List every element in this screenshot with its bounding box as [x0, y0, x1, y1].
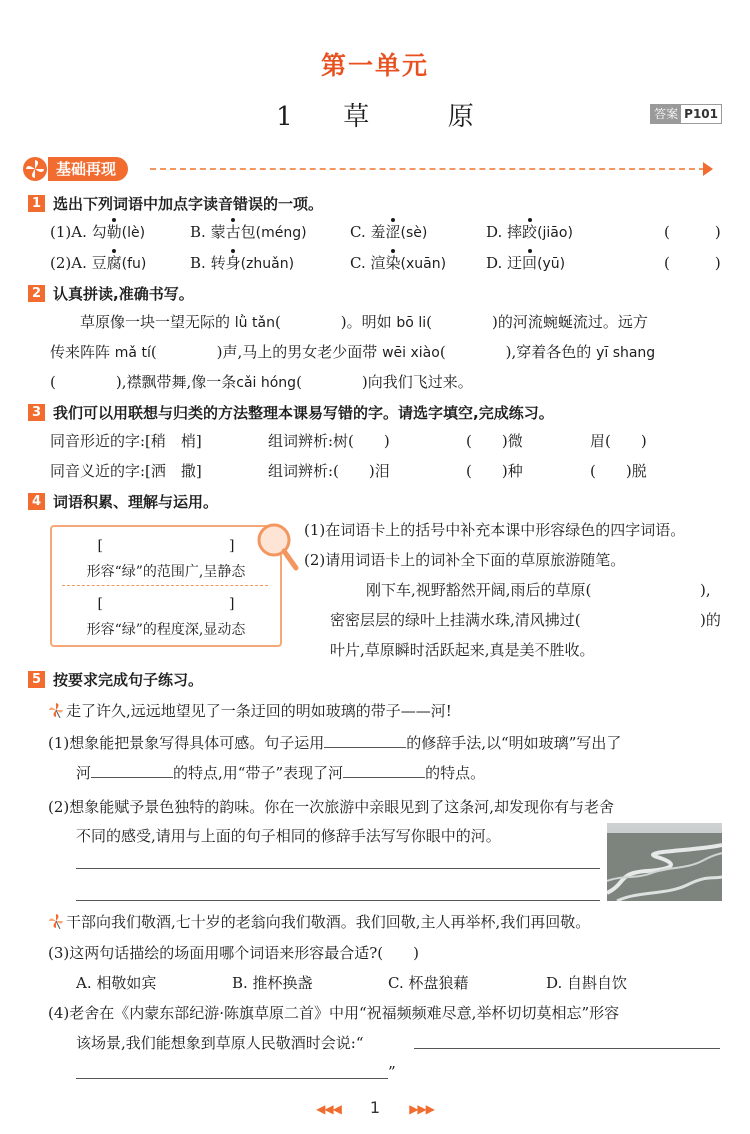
next-arrows-icon: ▶▶▶ [409, 1102, 434, 1116]
section-label: 基础再现 [48, 157, 128, 181]
pinwheel-icon [22, 156, 48, 182]
q1-row-1-b: B. 蒙古包(méng) [190, 223, 307, 241]
pinwheel-icon [48, 913, 64, 929]
lesson-char-1: 草 [343, 102, 370, 132]
card-bracket[interactable]: [ ] [97, 596, 235, 612]
q3-row-1-c: ( )微 [466, 432, 523, 450]
question-title: 按要求完成句子练习。 [53, 671, 204, 689]
q5-quote-1: 走了许久,远远地望见了一条迂回的明如玻璃的带子——河! [48, 701, 452, 721]
section-banner [22, 156, 128, 182]
q3-row-2-c: ( )种 [466, 462, 523, 480]
answer-line[interactable] [76, 1078, 388, 1079]
answer-paren[interactable]: ( ) [664, 223, 721, 241]
q4-passage-2-end: )的 [700, 611, 721, 629]
page-footer [0, 1098, 750, 1117]
q2-line-2: 传来阵阵 mǎ tí( )声,马上的男女老少面带 wēi xiào( ),穿着各色的 yī shang [50, 343, 656, 361]
answer-line[interactable] [414, 1048, 720, 1049]
question-number: 1 [28, 195, 45, 212]
card-divider [62, 585, 268, 586]
closing-quote: ” [388, 1063, 396, 1081]
question-5-header [28, 669, 203, 690]
answer-label: 答案 [651, 105, 681, 123]
q4-sub-2: (2)请用词语卡上的词补全下面的草原旅游随笔。 [304, 551, 626, 569]
arrow-right-icon [703, 162, 713, 176]
q5-sub-2: (2)想象能赋予景色独特的韵味。你在一次旅游中亲眼见到了这条河,却发现你有与老舍 [48, 798, 615, 816]
river-photo [607, 823, 722, 901]
card-text: 形容“绿”的范围广,呈静态 [86, 564, 246, 580]
question-title: 认真拼读,准确书写。 [53, 285, 194, 303]
question-2-header [28, 283, 194, 304]
question-number: 3 [28, 404, 45, 421]
question-number: 2 [28, 285, 45, 302]
q2-line-1: 草原像一块一望无际的 lǜ tǎn( )。明如 bō li( )的河流蜿蜒流过。远方 [80, 313, 648, 331]
word-card [50, 525, 282, 647]
q3-row-1: 同音形近的字:[稍 梢] [50, 432, 202, 450]
q1-row-2-b: B. 转身(zhuǎn) [190, 254, 295, 272]
question-number: 4 [28, 493, 45, 510]
unit-title: 第一单元 [320, 51, 429, 80]
q4-passage-1-end: ), [700, 581, 711, 599]
card-bracket[interactable]: [ ] [97, 538, 235, 554]
question-1-header [28, 193, 323, 214]
q1-row-1-d: D. 摔跤(jiāo) [486, 223, 573, 241]
q2-line-3: ( ),襟飘带舞,像一条cǎi hóng( )向我们飞过来。 [50, 373, 473, 391]
answer-line[interactable] [76, 900, 600, 901]
answer-paren[interactable]: ( ) [664, 254, 721, 272]
q5-quote-2: 干部向我们敬酒,七十岁的老翁向我们敬酒。我们回敬,主人再举杯,我们再回敬。 [48, 912, 590, 932]
q1-row-1-c: C. 羞涩(sè) [350, 223, 428, 241]
q3-row-1-b: 组词辨析:树( ) [268, 432, 390, 450]
question-3-header [28, 402, 554, 423]
option-a[interactable]: A. 相敬如宾 [76, 974, 157, 992]
question-4-header [28, 491, 218, 512]
q3-row-2-d: ( )脱 [590, 462, 647, 480]
prev-arrows-icon: ◀◀◀ [316, 1102, 341, 1116]
option-c[interactable]: C. 杯盘狼藉 [388, 974, 469, 992]
option-d[interactable]: D. 自斟自饮 [546, 974, 628, 992]
answer-page-tag[interactable] [650, 104, 722, 124]
pinwheel-icon [48, 702, 64, 718]
q4-passage-3: 叶片,草原瞬时活跃起来,真是美不胜收。 [330, 641, 595, 659]
question-number: 5 [28, 671, 45, 688]
answer-line[interactable] [76, 868, 600, 869]
answer-blank[interactable] [343, 763, 425, 778]
q5-sub-1: (1)想象能把景象写得具体可感。句子运用 的修辞手法,以“明如玻璃”写出了 [48, 734, 622, 752]
q3-row-1-d: 眉( ) [590, 432, 647, 450]
lesson-title [0, 96, 750, 133]
q5-sub-1-cont: 河 的特点,用“带子”表现了河 的特点。 [76, 764, 486, 782]
question-title: 选出下列词语中加点字读音错误的一项。 [53, 195, 324, 213]
answer-page: P101 [684, 107, 718, 121]
answer-blank[interactable] [324, 733, 406, 748]
q4-passage-1: 刚下车,视野豁然开阔,雨后的草原( [366, 581, 592, 599]
q3-row-2: 同音义近的字:[洒 撒] [50, 462, 202, 480]
q1-row-2: (2)A. 豆腐(fu) [50, 254, 147, 272]
magnifier-icon [252, 518, 300, 574]
q5-sub-2-cont: 不同的感受,请用与上面的句子相同的修辞手法写写你眼中的河。 [76, 827, 501, 845]
q3-row-2-b: 组词辨析:( )泪 [268, 462, 390, 480]
q5-sub-4-cont: 该场景,我们能想象到草原人民敬酒时会说:“ [76, 1034, 364, 1052]
page-number: 1 [369, 1098, 381, 1117]
answer-blank[interactable] [91, 763, 173, 778]
q1-row-1: (1)A. 勾勒(lè) [50, 223, 146, 241]
q4-passage-2: 密密层层的绿叶上挂满水珠,清风拂过( [330, 611, 581, 629]
lesson-char-2: 原 [447, 102, 474, 132]
option-b[interactable]: B. 推杯换盏 [232, 974, 313, 992]
q4-sub-1: (1)在词语卡上的括号中补充本课中形容绿色的四字词语。 [304, 521, 686, 539]
lesson-number: 1 [276, 102, 293, 132]
question-title: 我们可以用联想与归类的方法整理本课易写错的字。请选字填空,完成练习。 [53, 404, 554, 422]
q5-sub-3: (3)这两句话描绘的场面用哪个词语来形容最合适?( ) [48, 944, 419, 962]
q1-row-2-c: C. 渲染(xuān) [350, 254, 447, 272]
q5-sub-4: (4)老舍在《内蒙东部纪游·陈旗草原二首》中用“祝福频频难尽意,举杯切切莫相忘”形容 [48, 1004, 620, 1022]
q1-row-2-d: D. 迂回(yū) [486, 254, 566, 272]
section-divider [150, 168, 705, 170]
question-title: 词语积累、理解与运用。 [53, 493, 219, 511]
card-text: 形容“绿”的程度深,显动态 [86, 622, 246, 638]
